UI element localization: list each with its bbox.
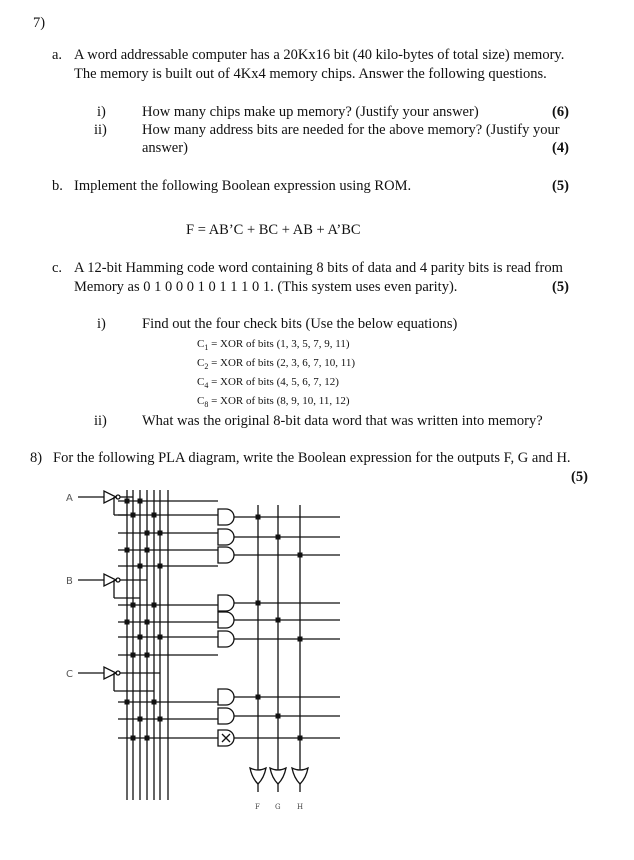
- connection-dot: [276, 618, 281, 623]
- and-gate-symbol: [218, 529, 234, 545]
- connection-dot: [158, 717, 163, 722]
- part-c-line-2: Memory as 0 1 0 0 0 1 0 1 1 1 0 1. (This system uses even parity).: [74, 279, 458, 295]
- part-b-label: b.: [52, 178, 63, 194]
- check-bit-equation: $C_1$ = XOR of bits (1, 3, 5, 7, 9, 11): [197, 338, 350, 352]
- connection-dot: [145, 620, 150, 625]
- inverter-bubble: [116, 578, 120, 582]
- inverter-bubble: [116, 495, 120, 499]
- part-c-ii-text: What was the original 8-bit data word that was written into memory?: [142, 413, 543, 429]
- connection-dot: [131, 736, 136, 741]
- connection-dot: [298, 736, 303, 741]
- part-a-label: a.: [52, 47, 63, 63]
- part-c-marks: (5): [552, 279, 569, 295]
- part-a-line-2: The memory is built out of 4Kx4 memory chips. Answer the following questions.: [74, 66, 547, 82]
- connection-dot: [256, 601, 261, 606]
- connection-dot: [131, 513, 136, 518]
- connection-dot: [125, 700, 130, 705]
- connection-dot: [145, 736, 150, 741]
- check-bit-equation: $C_2$ = XOR of bits (2, 3, 6, 7, 10, 11): [197, 357, 355, 371]
- part-c-label: c.: [52, 260, 63, 276]
- and-gate-symbol: [218, 509, 234, 525]
- connection-dot: [152, 513, 157, 518]
- output-label: H: [297, 803, 304, 811]
- part-a-i-text: How many chips make up memory? (Justify your answer): [142, 104, 479, 120]
- question-8-marks: (5): [571, 469, 588, 485]
- and-gate-symbol: [218, 612, 234, 628]
- part-a-i-marks: (6): [552, 104, 569, 120]
- connection-dot: [152, 700, 157, 705]
- part-b-marks: (5): [552, 178, 569, 194]
- and-gate-symbol: [218, 708, 234, 724]
- connection-dot: [158, 635, 163, 640]
- connection-dot: [138, 717, 143, 722]
- connection-dot: [298, 553, 303, 558]
- connection-dot: [276, 535, 281, 540]
- connection-dot: [158, 564, 163, 569]
- and-gate-symbol: [218, 547, 234, 563]
- part-b-text: Implement the following Boolean expression using ROM.: [74, 178, 412, 194]
- and-gate-symbol: [218, 631, 234, 647]
- question-8-text: For the following PLA diagram, write the Boolean expression for the outputs F, G and H.: [53, 450, 571, 466]
- part-a-ii-label: ii): [94, 122, 107, 138]
- part-a-ii-text-1: How many address bits are needed for the above memory? (Justify your: [142, 122, 560, 138]
- connection-dot: [152, 603, 157, 608]
- check-bit-equation: $C_8$ = XOR of bits (8, 9, 10, 11, 12): [197, 395, 350, 409]
- connection-dot: [131, 603, 136, 608]
- part-c-line-1: A 12-bit Hamming code word containing 8 bits of data and 4 parity bits is read from: [74, 260, 563, 276]
- connection-dot: [125, 499, 130, 504]
- input-label: B: [66, 576, 73, 587]
- part-c-ii-label: ii): [94, 413, 107, 429]
- connection-dot: [138, 499, 143, 504]
- part-a-ii-marks: (4): [552, 140, 569, 156]
- part-c-i-text: Find out the four check bits (Use the below equations): [142, 316, 458, 332]
- connection-dot: [298, 637, 303, 642]
- connection-dot: [125, 620, 130, 625]
- output-label: G: [275, 803, 281, 811]
- connection-dot: [131, 653, 136, 658]
- and-gate-symbol: [218, 689, 234, 705]
- or-gate-symbol: [292, 768, 308, 784]
- question-7-number: 7): [33, 15, 46, 31]
- part-a-i-label: i): [97, 104, 106, 120]
- part-a-ii-text-2: answer): [142, 140, 188, 156]
- or-gate-symbol: [250, 768, 266, 784]
- connection-dot: [158, 531, 163, 536]
- inverter-bubble: [116, 671, 120, 675]
- input-label: C: [66, 669, 73, 680]
- part-a-line-1: A word addressable computer has a 20Kx16 bit (40 kilo-bytes of total size) memory.: [74, 47, 565, 63]
- connection-dot: [145, 548, 150, 553]
- cross-marker: [222, 734, 230, 742]
- boolean-expression: F = AB’C + BC + AB + A’BC: [186, 222, 361, 238]
- input-label: A: [66, 493, 73, 504]
- and-gate-symbol: [218, 595, 234, 611]
- connection-dot: [138, 635, 143, 640]
- connection-dot: [256, 695, 261, 700]
- connection-dot: [138, 564, 143, 569]
- check-bit-equation: $C_4$ = XOR of bits (4, 5, 6, 7, 12): [197, 376, 339, 390]
- or-gate-symbol: [270, 768, 286, 784]
- connection-dot: [145, 531, 150, 536]
- connection-dot: [125, 548, 130, 553]
- part-c-i-label: i): [97, 316, 106, 332]
- connection-dot: [145, 653, 150, 658]
- question-8-number: 8): [30, 450, 43, 466]
- output-label: F: [255, 803, 260, 811]
- connection-dot: [256, 515, 261, 520]
- connection-dot: [276, 714, 281, 719]
